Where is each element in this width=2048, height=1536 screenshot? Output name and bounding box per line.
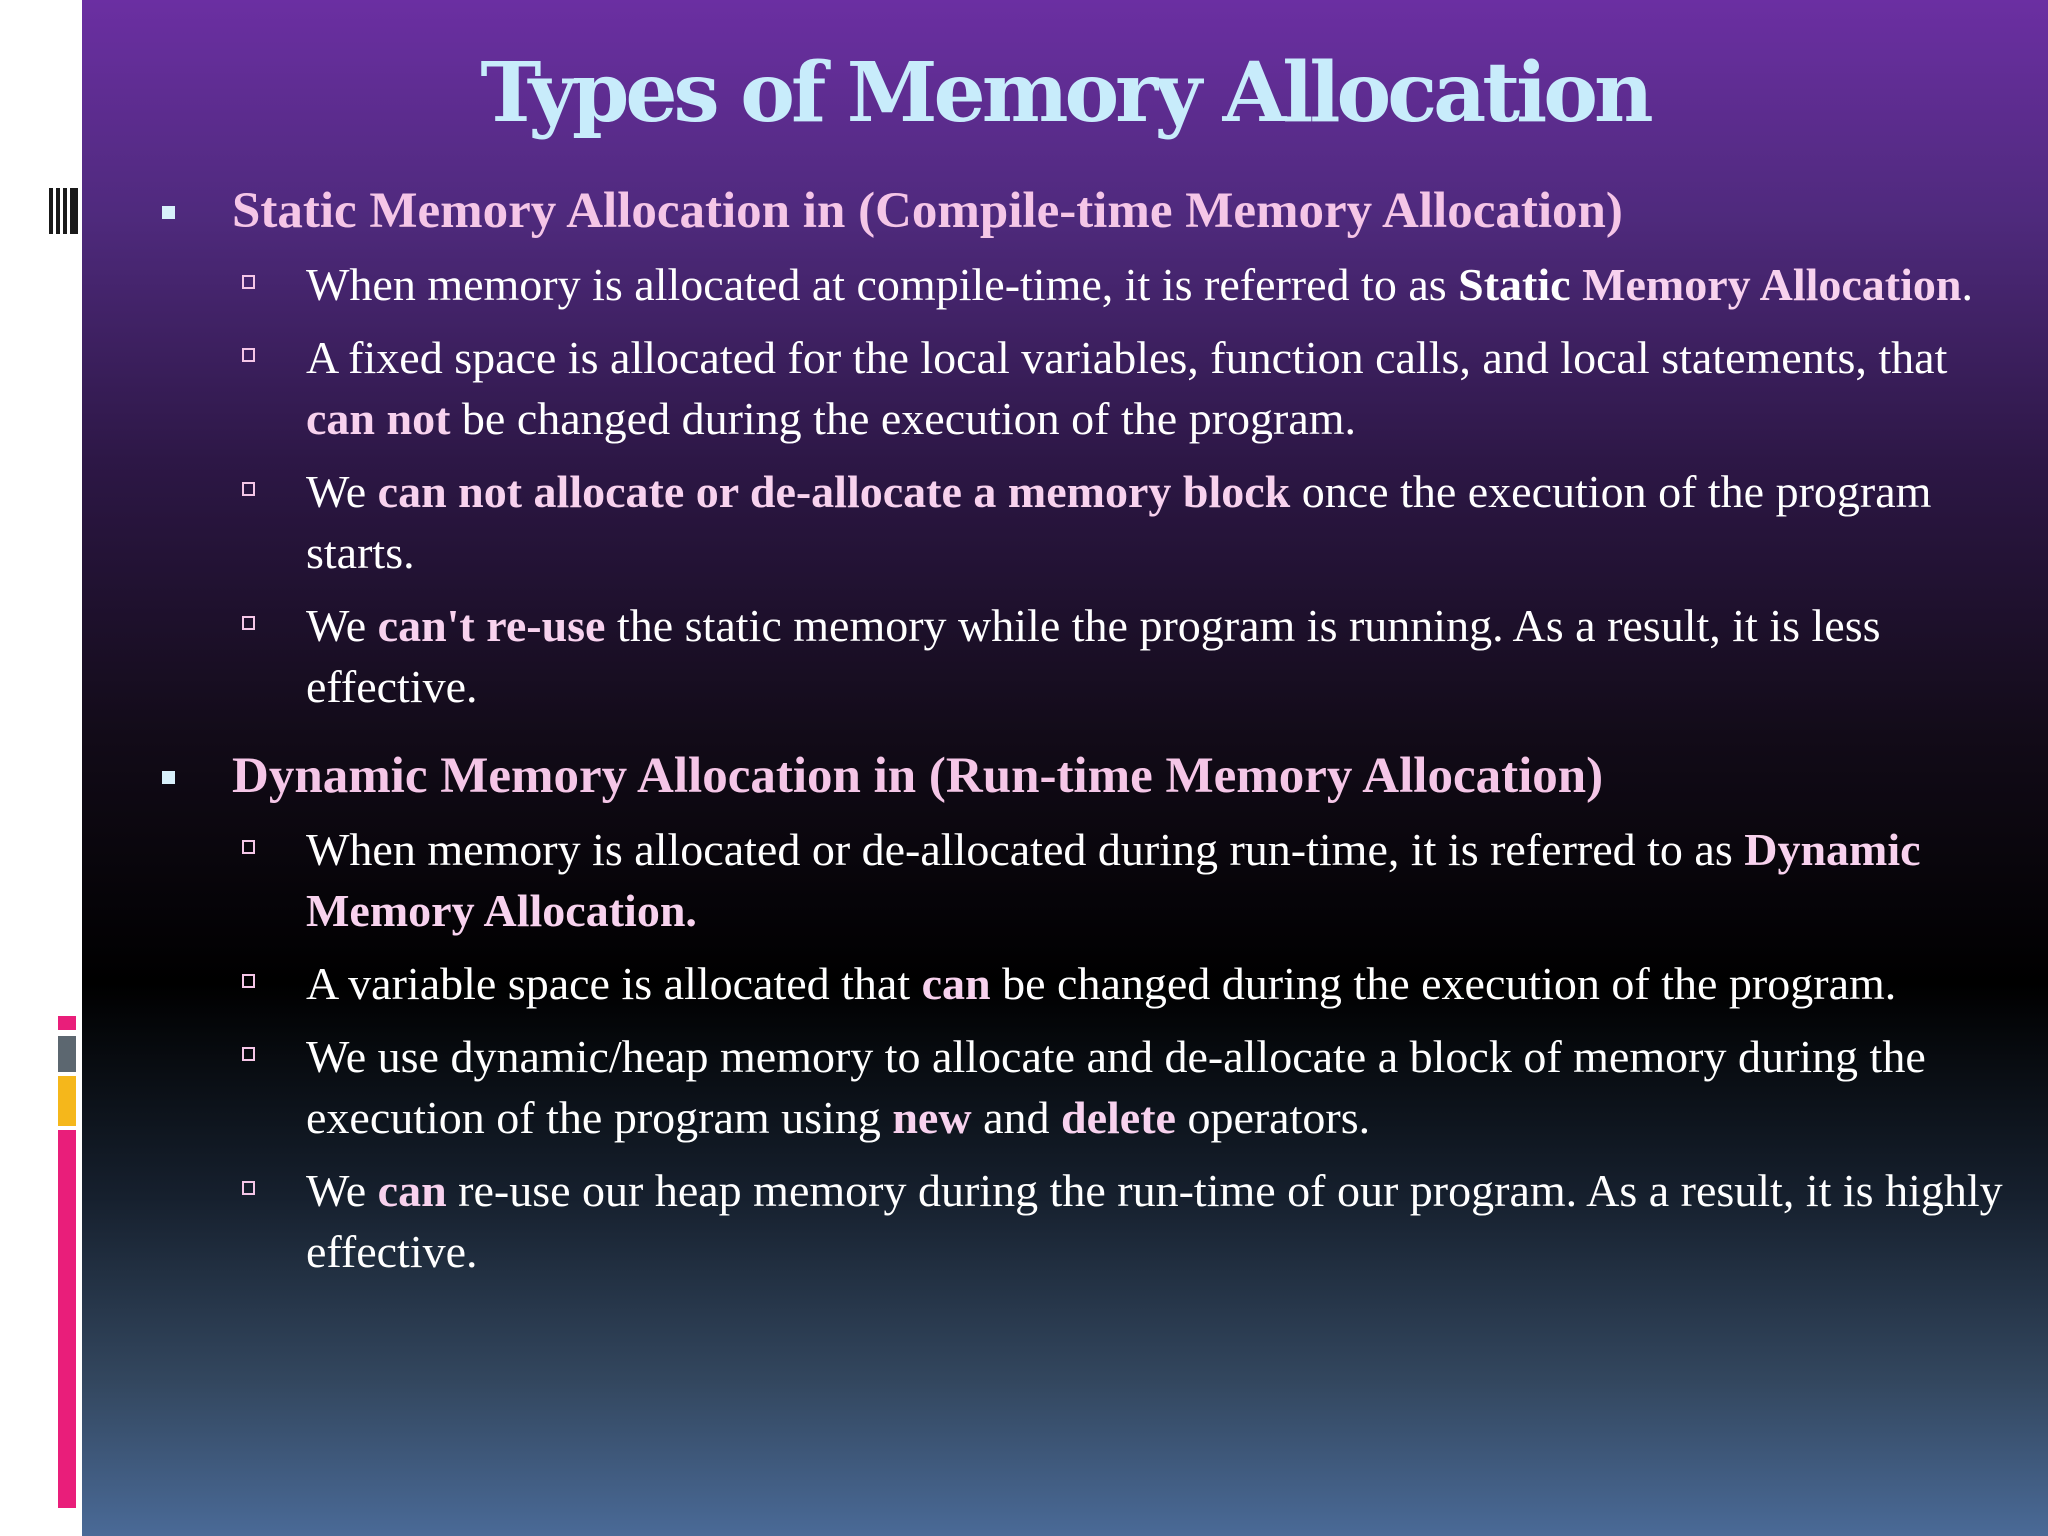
point-text (1571, 259, 1583, 310)
point-text: be changed during the execution of the program. (990, 958, 1897, 1009)
list-item (150, 254, 2010, 315)
decorative-bars (49, 188, 79, 234)
list-item (150, 1026, 2010, 1148)
filled-square-icon (162, 771, 175, 784)
point-highlight: delete (1061, 1092, 1176, 1143)
hollow-square-icon (242, 1181, 255, 1195)
slide-content (150, 180, 2010, 1282)
point-text: the static memory while the program is running. As a result, it is less effective. (306, 600, 1881, 712)
hollow-square-icon (242, 974, 255, 988)
point-highlight: can (921, 958, 991, 1009)
point-text: operators. (1175, 1092, 1371, 1143)
section-heading-dynamic (150, 745, 2010, 807)
point-text: once the execution of the program starts. (306, 466, 1932, 578)
point-highlight: can't re-use (377, 600, 606, 651)
point-text: We (306, 600, 378, 651)
hollow-square-icon (242, 348, 255, 362)
point-text: and (971, 1092, 1061, 1143)
hollow-square-icon (242, 1047, 255, 1061)
hollow-square-icon (242, 482, 255, 496)
point-text: re-use our heap memory during the run-time of our program. As a result, it is highly effective. (306, 1165, 2003, 1277)
point-highlight: Memory Allocation (1582, 259, 1962, 310)
point-text: We (306, 1165, 378, 1216)
section-heading-text: Dynamic Memory Allocation in (Run-time Memory Allocation) (232, 748, 1604, 804)
list-item (150, 595, 2010, 717)
accent-bar-gray (58, 1036, 76, 1072)
accent-bar-pink-top (58, 1016, 76, 1030)
hollow-square-icon (242, 840, 255, 854)
hollow-square-icon (242, 275, 255, 289)
point-highlight: can not (306, 393, 451, 444)
list-item (150, 1160, 2010, 1282)
section-heading-static (150, 180, 2010, 242)
list-item (150, 461, 2010, 583)
point-text: A variable space is allocated that (306, 958, 922, 1009)
list-item (150, 819, 2010, 941)
accent-bar-yellow (58, 1076, 76, 1126)
point-bold: Static (1458, 259, 1571, 310)
point-text: A fixed space is allocated for the local variables, function calls, and local statements, that (306, 332, 1948, 383)
accent-bar-pink (58, 1130, 76, 1508)
hollow-square-icon (242, 616, 255, 630)
point-highlight: new (892, 1092, 972, 1143)
point-text: When memory is allocated or de-allocated during run-time, it is referred to as (306, 824, 1745, 875)
section-heading-text: Static Memory Allocation in (Compile-time Memory Allocation) (232, 183, 1623, 239)
point-text: . (1961, 259, 1973, 310)
point-text: We (306, 466, 378, 517)
point-text: When memory is allocated at compile-time, it is referred to as (306, 259, 1459, 310)
point-text: be changed during the execution of the program. (450, 393, 1357, 444)
point-highlight: can (377, 1165, 447, 1216)
point-highlight: Dynamic Memory Allocation. (306, 824, 1921, 936)
filled-square-icon (162, 206, 175, 219)
point-text: We use dynamic/heap memory to allocate and de-allocate a block of memory during the execution of the program using (306, 1031, 1926, 1143)
list-item (150, 327, 2010, 449)
slide-title: Types of Memory Allocation (480, 45, 1650, 141)
point-highlight: can not allocate or de-allocate a memory block (377, 466, 1291, 517)
list-item (150, 953, 2010, 1014)
